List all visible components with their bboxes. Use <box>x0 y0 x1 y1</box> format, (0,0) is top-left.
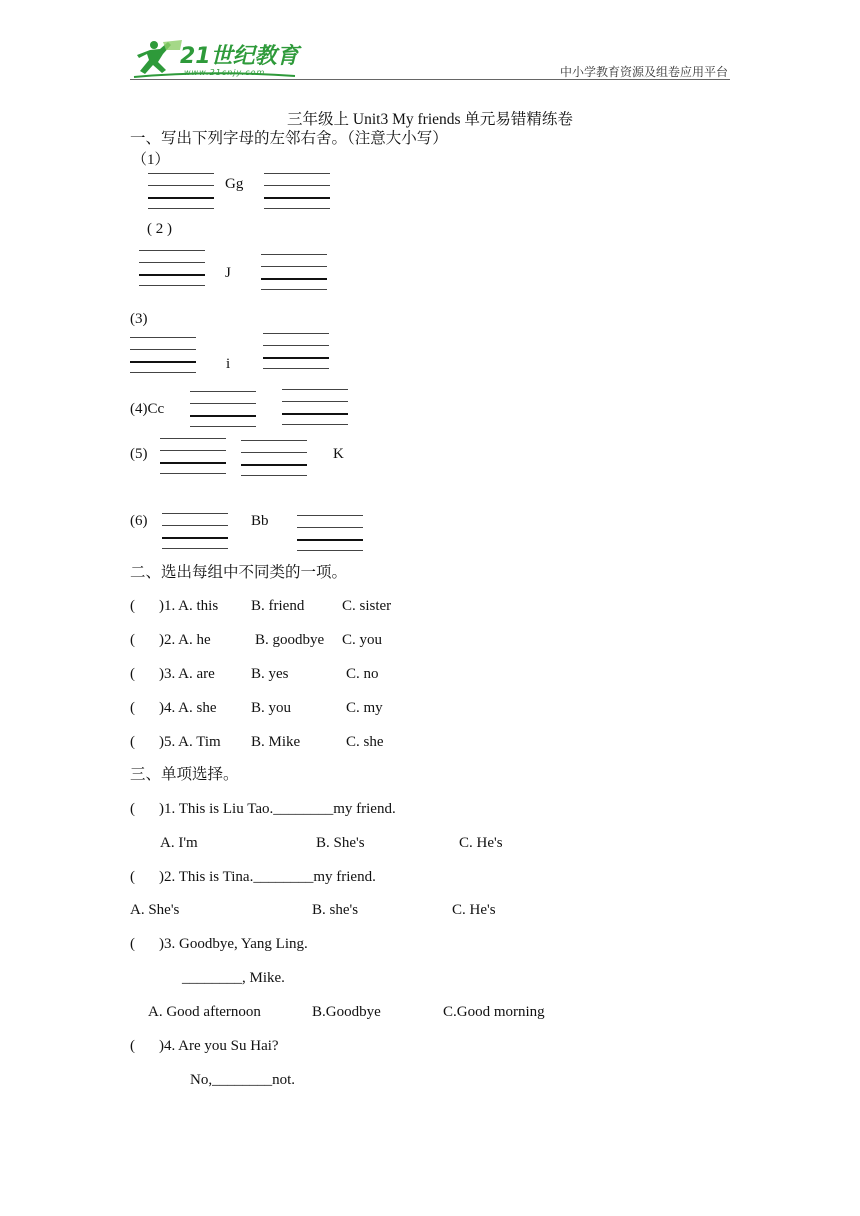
answer-paren: ( <box>130 801 135 817</box>
part1-heading: 一、写出下列字母的左邻右舍。（注意大小写） <box>130 130 448 147</box>
part2-heading: 二、选出每组中不同类的一项。 <box>130 564 348 581</box>
answer-paren: ( <box>130 1038 135 1054</box>
logo-text: 21世纪教育 <box>180 44 299 69</box>
option-b: B. you <box>251 700 292 716</box>
item1-letter: Gg <box>225 176 244 192</box>
item1-left-answer-lines <box>148 173 214 209</box>
logo-url: www.21cnjy.com <box>184 68 266 77</box>
item5-left-answer-lines <box>160 438 226 474</box>
answer-paren: ( <box>130 598 135 614</box>
item3-right-answer-lines <box>263 333 329 369</box>
answer-paren: ( <box>130 632 135 648</box>
page-title: 三年级上 Unit3 My friends 单元易错精练卷 <box>287 111 573 128</box>
item1-number: （1） <box>132 152 170 168</box>
item4-left-answer-lines <box>190 391 256 427</box>
option-c: C. sister <box>342 598 392 614</box>
question-stem: )3. Goodbye, Yang Ling. <box>159 936 308 952</box>
item2-right-answer-lines <box>261 254 327 290</box>
option-b: B. Mike <box>251 734 301 750</box>
item5-middle-answer-lines <box>241 440 307 476</box>
question-stem: )2. This is Tina.________my friend. <box>159 869 376 885</box>
option-b: B. goodbye <box>255 632 325 648</box>
option-c: C.Good morning <box>443 1004 545 1020</box>
item6-left-answer-lines <box>162 513 228 549</box>
option-a: A. She's <box>130 902 180 918</box>
site-logo <box>130 36 300 82</box>
option-b: B. she's <box>312 902 359 918</box>
item2-number: ( 2 ) <box>147 221 172 237</box>
item6-right-answer-lines <box>297 515 363 551</box>
item4-number-letter: (4)Cc <box>130 401 165 417</box>
item3-left-answer-lines <box>130 337 196 373</box>
answer-paren: ( <box>130 666 135 682</box>
item3-letter: i <box>226 356 231 372</box>
reply-line: No,________not. <box>190 1072 295 1088</box>
site-slogan: 中小学教育资源及组卷应用平台 <box>559 65 728 79</box>
option-c: C. no <box>346 666 379 682</box>
option-c: C. He's <box>452 902 496 918</box>
item2-left-answer-lines <box>139 250 205 286</box>
option-b: B.Goodbye <box>312 1004 381 1020</box>
option-c: C. you <box>342 632 383 648</box>
item5-letter: K <box>333 446 344 462</box>
option-a: A. Good afternoon <box>148 1004 261 1020</box>
reply-line: ________, Mike. <box>182 970 285 986</box>
answer-paren: ( <box>130 869 135 885</box>
item1-right-answer-lines <box>264 173 330 209</box>
answer-paren: ( <box>130 700 135 716</box>
option-b: B. yes <box>251 666 289 682</box>
question-stem: )5. A. Tim <box>159 734 221 750</box>
item4-right-answer-lines <box>282 389 348 425</box>
question-stem: )1. A. this <box>159 598 219 614</box>
item2-letter: J <box>225 265 231 281</box>
question-stem: )1. This is Liu Tao.________my friend. <box>159 801 396 817</box>
answer-paren: ( <box>130 734 135 750</box>
item5-number: (5) <box>130 446 148 462</box>
option-b: B. She's <box>316 835 365 851</box>
question-stem: )4. Are you Su Hai? <box>159 1038 279 1054</box>
header-divider <box>130 79 730 80</box>
option-a: A. I'm <box>160 835 198 851</box>
answer-paren: ( <box>130 936 135 952</box>
item3-number: (3) <box>130 311 148 327</box>
option-c: C. she <box>346 734 384 750</box>
question-stem: )4. A. she <box>159 700 217 716</box>
option-c: C. He's <box>459 835 503 851</box>
item6-letter: Bb <box>251 513 269 529</box>
option-c: C. my <box>346 700 383 716</box>
question-stem: )2. A. he <box>159 632 211 648</box>
question-stem: )3. A. are <box>159 666 215 682</box>
part3-heading: 三、单项选择。 <box>130 766 239 783</box>
item6-number: (6) <box>130 513 148 529</box>
option-b: B. friend <box>251 598 305 614</box>
